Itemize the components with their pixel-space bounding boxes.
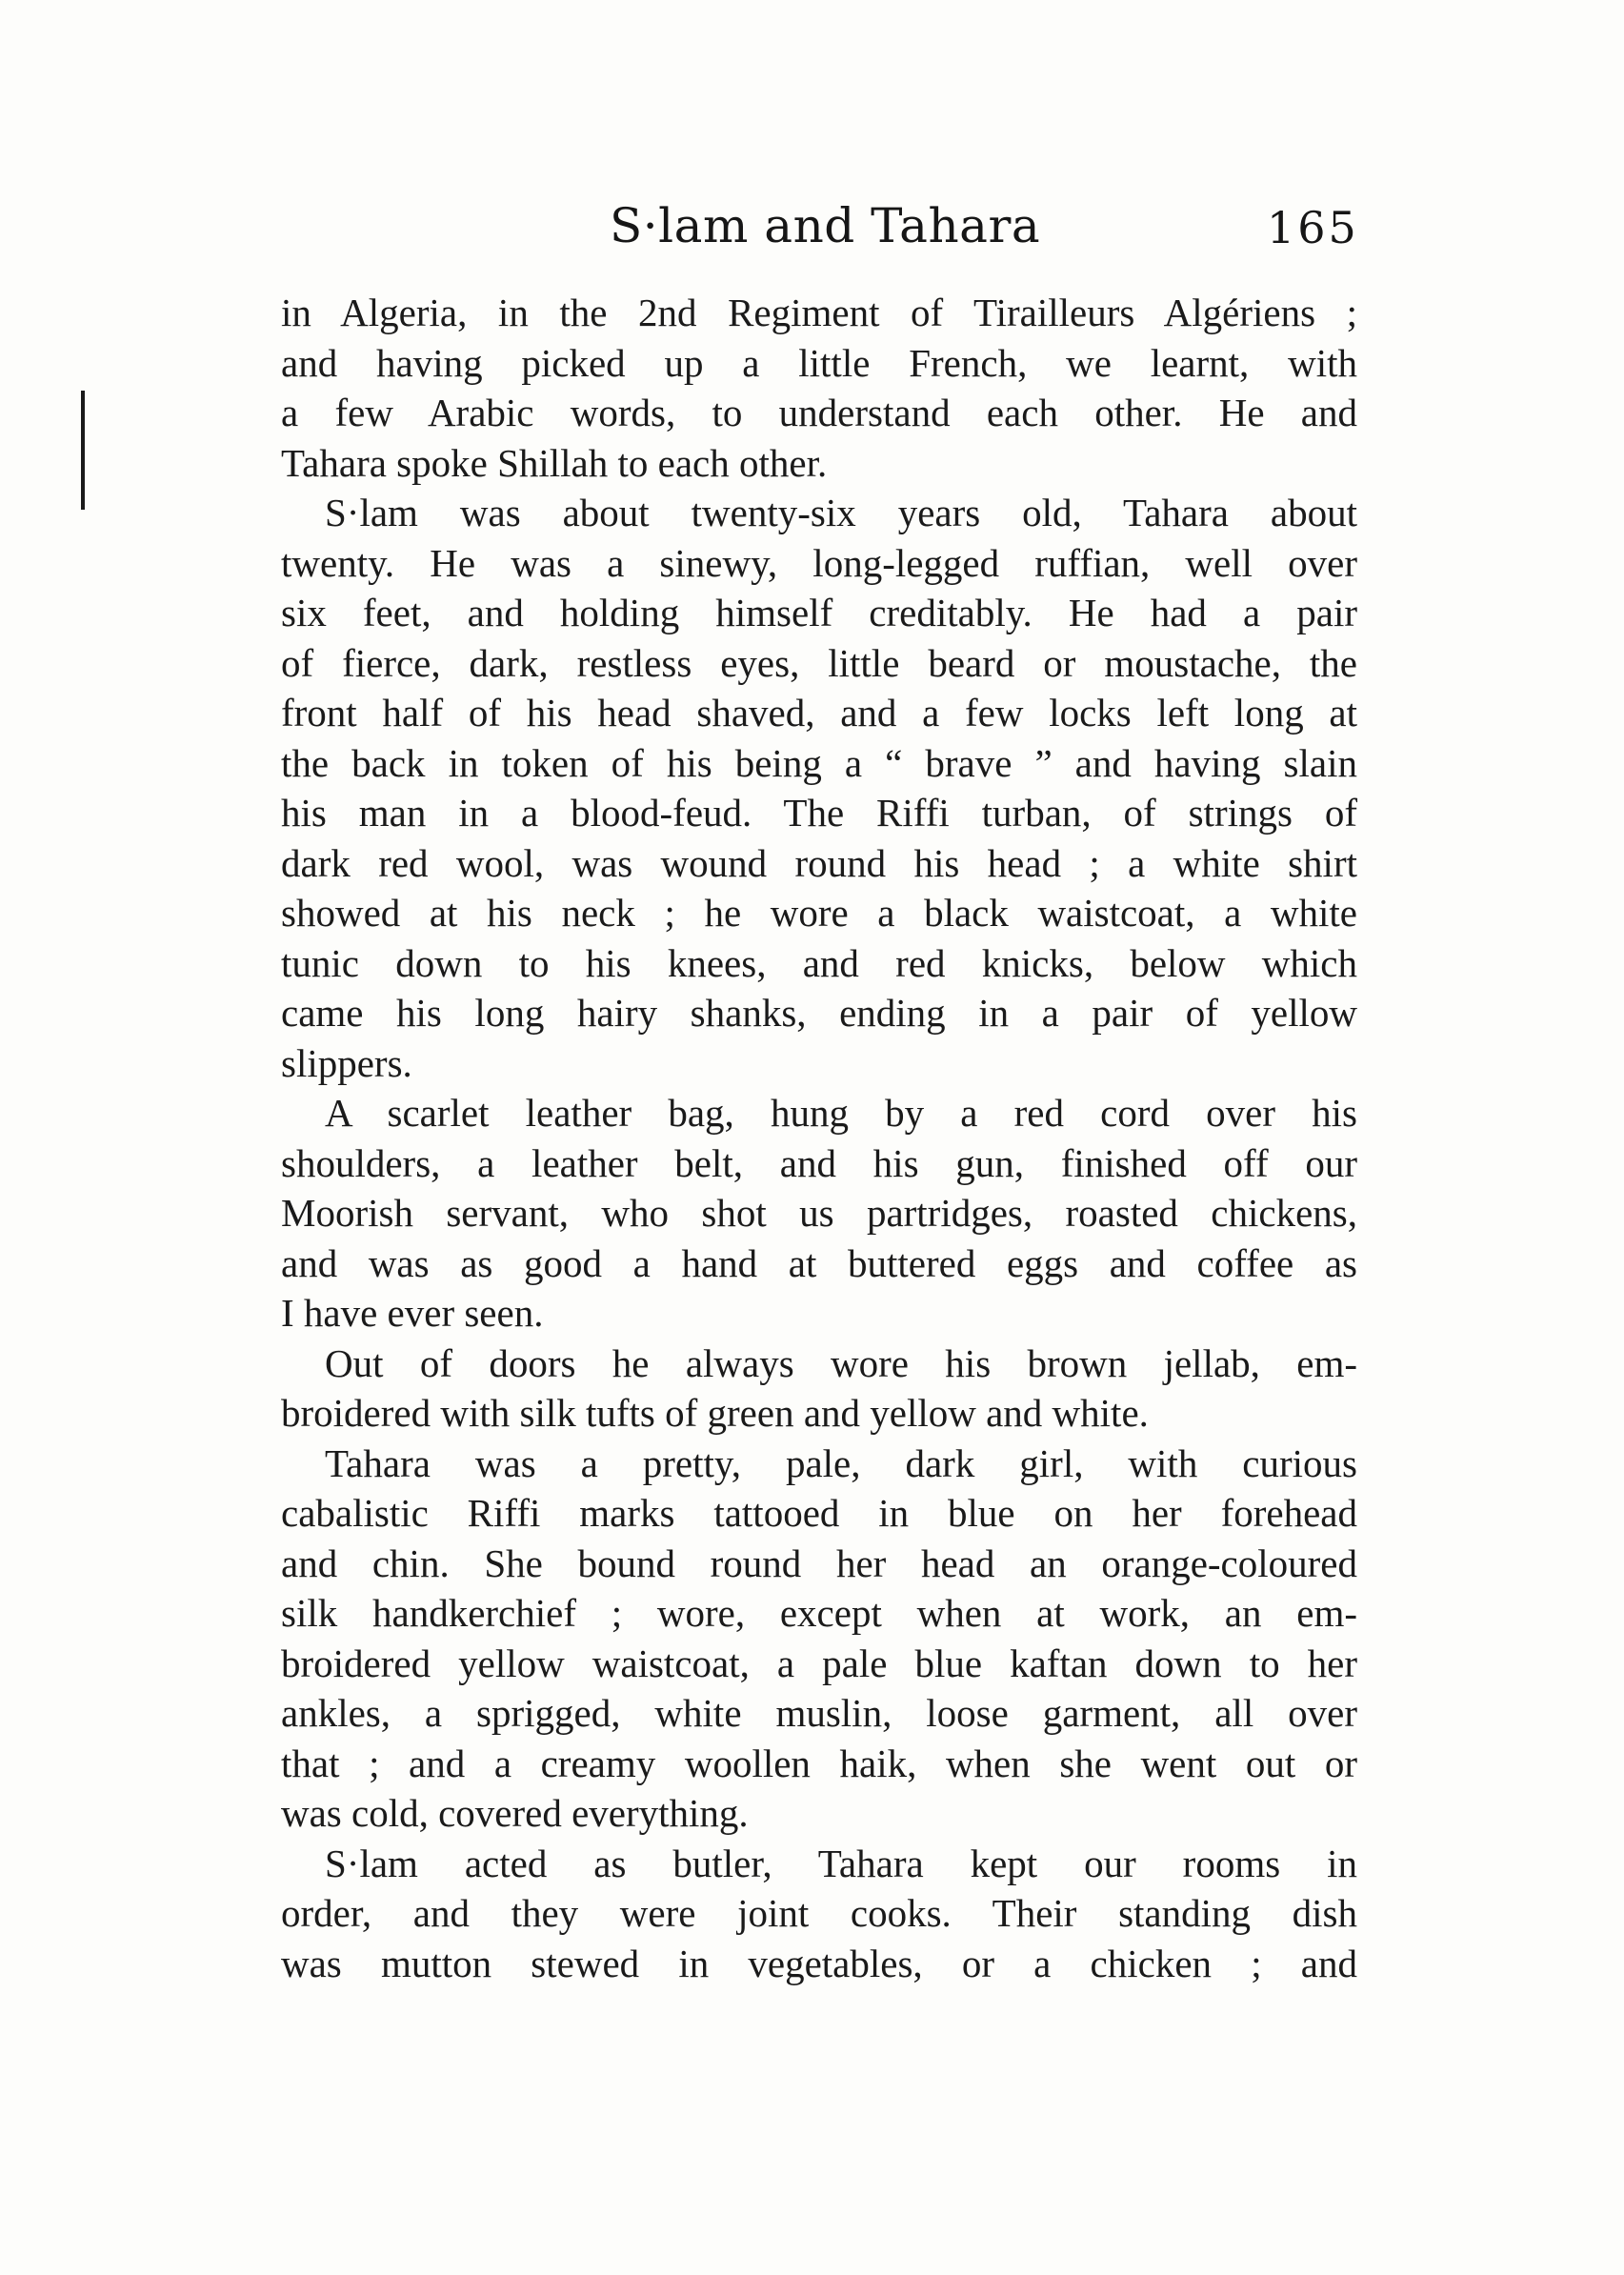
text-line: A scarlet leather bag, hung by a red cord over his (325, 1091, 1357, 1135)
text-line: broidered yellow waistcoat, a pale blue kaftan down to her (281, 1641, 1357, 1685)
text-line: the back in token of his being a “ brave ” and having slain (281, 740, 1357, 785)
text-line: was mutton stewed in vegetables, or a chicken ; and (281, 1941, 1357, 1985)
text-line: six feet, and holding himself creditably. He had a pair (281, 591, 1357, 634)
running-title: S·lam and Tahara (610, 198, 1041, 253)
text-line: Moorish servant, who shot us partridges, roasted chickens, (281, 1191, 1357, 1235)
margin-mark (81, 391, 85, 510)
text-line: was cold, covered everything. (281, 1791, 749, 1835)
text-line: and chin. She bound round her head an orange-coloured (281, 1540, 1357, 1585)
text-line: a few Arabic words, to understand each other. He and (281, 391, 1357, 434)
text-line: front half of his head shaved, and a few locks left long at (281, 691, 1357, 735)
body-text (281, 288, 1357, 1988)
text-line: Tahara spoke Shillah to each other. (281, 440, 828, 485)
text-line: and having picked up a little French, we learnt, with (281, 340, 1357, 385)
text-line: S·lam was about twenty-six years old, Tahara about (325, 491, 1357, 534)
text-line: that ; and a creamy woollen haik, when she went out or (281, 1741, 1357, 1785)
text-line: I have ever seen. (281, 1291, 544, 1335)
text-line: silk handkerchief ; wore, except when at work, an em- (281, 1591, 1357, 1635)
text-line: slippers. (281, 1040, 412, 1085)
text-line: tunic down to his knees, and red knicks, below which (281, 940, 1357, 985)
text-line: of fierce, dark, restless eyes, little beard or moustache, the (281, 640, 1357, 685)
text-line: Out of doors he always wore his brown jellab, em- (325, 1340, 1357, 1385)
text-line: showed at his neck ; he wore a black waistcoat, a white (281, 891, 1357, 935)
text-line: order, and they were joint cooks. Their standing dish (281, 1891, 1357, 1935)
text-line: broidered with silk tufts of green and yellow and white. (281, 1391, 1149, 1435)
text-line: and was as good a hand at buttered eggs and coffee as (281, 1240, 1357, 1285)
text-line: Tahara was a pretty, pale, dark girl, with curious (325, 1440, 1357, 1485)
text-line: came his long hairy shanks, ending in a pair of yellow (281, 991, 1357, 1035)
text-line: cabalistic Riffi marks tattooed in blue on her forehead (281, 1491, 1357, 1535)
page-number: 165 (1267, 202, 1359, 253)
text-line: twenty. He was a sinewy, long-legged ruffian, well over (281, 540, 1357, 585)
text-line: his man in a blood-feud. The Riffi turban, of strings of (281, 791, 1357, 835)
text-line: ankles, a sprigged, white muslin, loose garment, all over (281, 1691, 1357, 1735)
text-line: shoulders, a leather belt, and his gun, finished off our (281, 1140, 1357, 1185)
text-line: dark red wool, was wound round his head ; a white shirt (281, 840, 1357, 885)
text-line: in Algeria, in the 2nd Regiment of Tirailleurs Algériens ; (281, 291, 1357, 334)
text-line: S·lam acted as butler, Tahara kept our rooms in (325, 1841, 1357, 1885)
